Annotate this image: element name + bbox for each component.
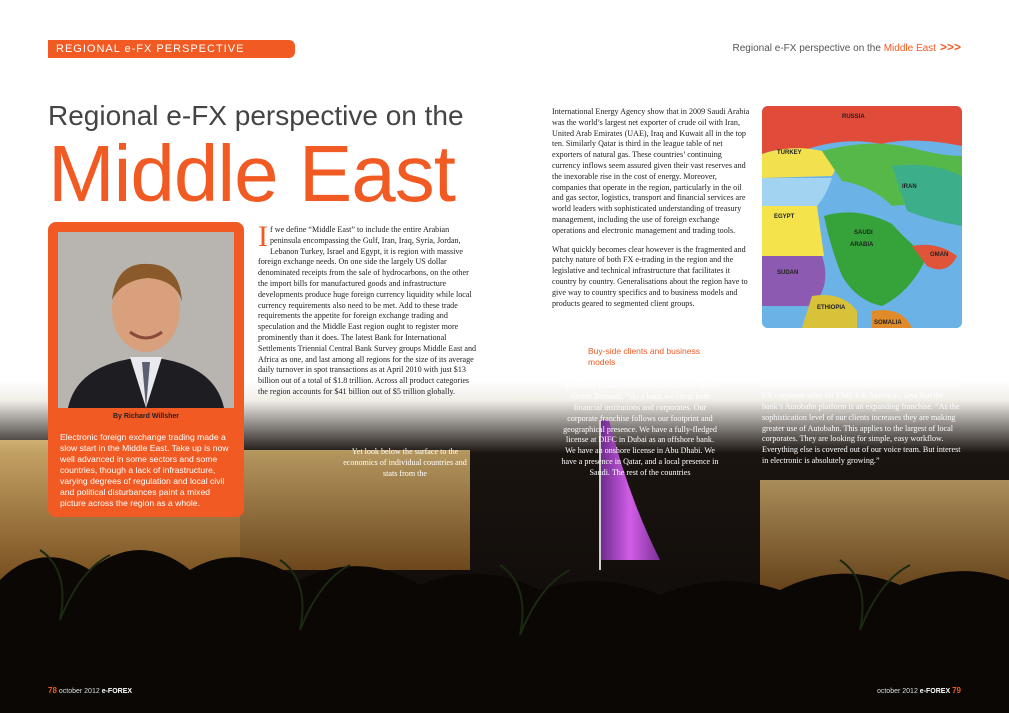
body-column-3 [762, 340, 962, 467]
column-3-paragraph-a: we didn’t feel it necessary to have a local presence in and we cover out of London. Our strongest markets in the region are UAE and Saudi Arabia.” [762, 340, 960, 371]
portrait-image [58, 232, 234, 408]
map-image [762, 106, 962, 328]
map-label-sudan: SUDAN [777, 270, 799, 276]
footer-date-right: october 2012 [876, 688, 918, 695]
footer-brand-right: e-FOREX [919, 688, 951, 695]
article-title-line2: Middle East [48, 129, 455, 218]
map-label-arabia: ARABIA [850, 242, 874, 248]
middle-east-map [762, 106, 962, 328]
map-label-ethiopia: ETHIOPIA [817, 305, 846, 311]
footer-left [48, 686, 132, 695]
running-title-prefix: Regional e-FX perspective on the [732, 43, 884, 54]
page-number-right: 79 [952, 686, 961, 695]
column-2-tail [560, 338, 720, 479]
column-3-paragraph-b: Barraoui’s colleague Robert Wade, who is head of electronic FX corporate sales for EMEA & Americas, says that the bank’s Autobahn platform is an expanding franchise. “As the sophistication level of our clients increases they are making greater use of Autobahn. This applies to the largest of local corporates. They are looking for simple, easy workflow. Everything else is covered out of our voice team. But interest in electronic is absolutely growing.” [762, 380, 961, 465]
running-title [733, 40, 961, 54]
footer-right [877, 686, 961, 695]
article-title-line1: Regional e-FX perspective on the [48, 100, 464, 131]
map-label-iran: IRAN [902, 184, 917, 190]
map-label-egypt: EGYPT [774, 214, 795, 220]
standfirst: Electronic foreign exchange trading made a slow start in the Middle East. Take up is now well advanced in some sectors and some countries, though a lack of infrastructure, varying degrees of regulation and local civil and political disturbances paint a mixed picture across the region as a whole. [60, 432, 229, 508]
column-2-paragraph-b: What quickly becomes clear however is the fragmented and patchy nature of both FX e-trading in the region and the legislative and technical infrastructure that facilitates it country by country. Generalisations about the region have to give way to country specifics and to business models and products geared to segmented client groups. [552, 244, 748, 308]
author-portrait [58, 232, 234, 408]
map-label-somalia: SOMALIA [874, 320, 902, 326]
subhead: Buy-side clients and business models [588, 346, 700, 367]
footer-brand-left: e-FOREX [101, 688, 133, 695]
column-1-tail: Yet look below the surface to the economics of individual countries and stats from the [343, 447, 467, 478]
byline: By Richard Willsher [112, 413, 180, 420]
column-1-text: f we define “Middle East” to include the entire Arabian peninsula encompassing the Gulf, Iran, Iraq, Syria, Jordan, Lebanon Turkey, Israel and Egypt, it is region with massive foreign exchange needs. On one side the largely US dollar denominated receipts from the sale of hydrocarbons, on the other the import bills for manufactured goods and infrastructure developments produce huge foreign currency liquidity while local currency requirements also need to be met. Add to these trade requirements the appetite for foreign exchange trading and speculation and the Middle East region ought to register more prominently than it does. The latest Bank for International Settlements Triennial Central Bank Survey groups Middle East and Africa as one, and last among all regions for the size of its average daily turnover in spot transactions as at April 2010 with just $13 billion out of a total of $1.8 trillion. Across all product categories the region accounts for $41 billion out of $5 trillion globally. [258, 225, 477, 396]
body-column-1 [258, 220, 480, 398]
map-label-turkey: TURKEY [777, 150, 802, 156]
map-label-saudi: SAUDI [854, 230, 873, 236]
map-label-russia: RUSSIA [842, 114, 865, 120]
section-tag: REGIONAL e-FX PERSPECTIVE [48, 40, 295, 58]
column-2-tail-text: “We have a double coverage model,” explains Deutsche Bank’s Head of CEEMEA FX sales Amine Berraoui. “As a bank we cover both financial institutions and corporates. Our corporate franchise follows our footprint and geographical presence. We have a fully-fledged license at DIFC in Dubai as an offshore bank. We have an onshore license in Abu Dhabi. We have a presence in Qatar, and a local presence in Saudi. The rest of the countries [561, 370, 719, 477]
footer-date-left: october 2012 [58, 688, 100, 695]
column-2-paragraph-a: International Energy Agency show that in 2009 Saudi Arabia was the world’s largest net exporter of crude oil with Iran, United Arab Emirates (UAE), Iraq and Kuwait all in the top ten. Similarly Qatar is third in the league table of net exporters of natural gas. These countries’ continuing currency inflows seem assured given their vast reserves and the inexorable rise in the cost of energy. Moreover, companies that operate in the region, particularly in the oil and gas sector, logistics, transport and financial services are world leaders with sophisticated understanding of treasury management, including the use of foreign exchange operations and electronic management and trading tools. [552, 107, 750, 235]
drop-cap: I [258, 220, 268, 253]
map-label-oman: OMAN [930, 252, 949, 258]
body-column-2 [552, 107, 752, 309]
page-number-left: 78 [48, 686, 57, 695]
running-title-highlight: Middle East [883, 43, 936, 54]
running-arrows: >>> [939, 40, 961, 54]
